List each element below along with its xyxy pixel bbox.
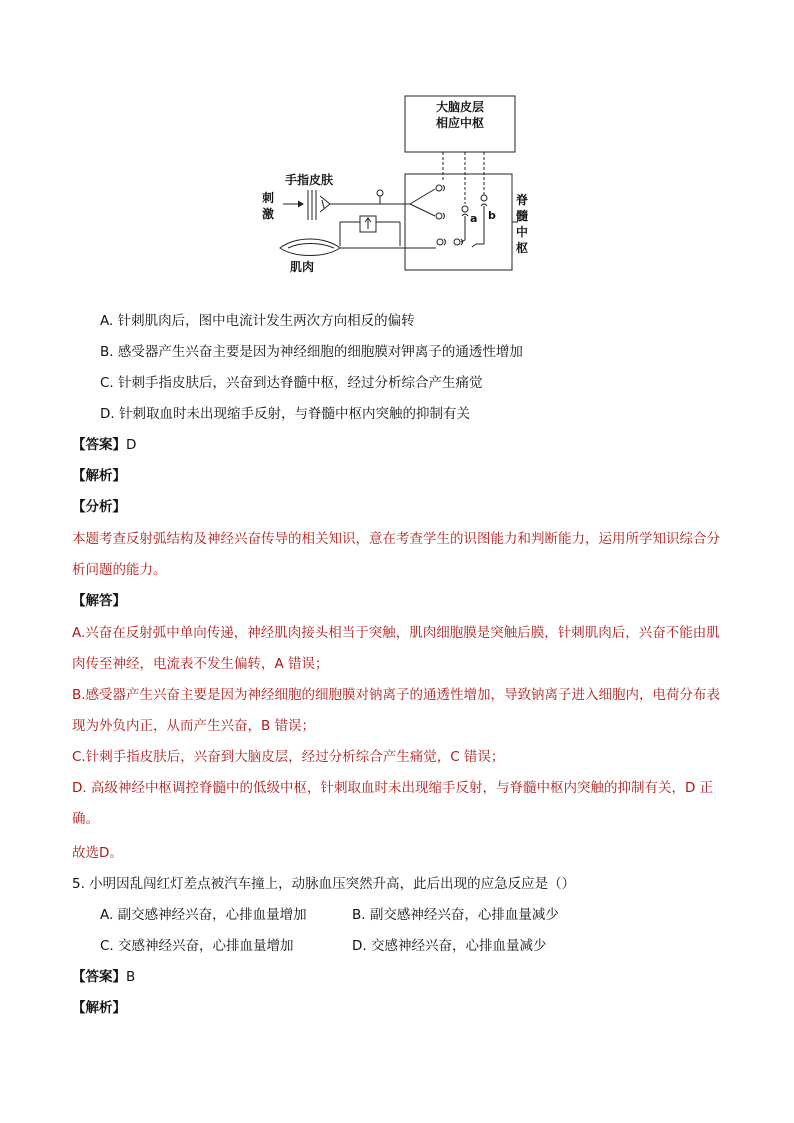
brain-label-line2: 相应中枢 <box>435 116 485 130</box>
q5-answer <box>72 967 135 987</box>
q4-fenxi-text: 本题考查反射弧结构及神经兴奋传导的相关知识，意在考查学生的识图能力和判断能力，运用所学知识综合分析问题的能力。 <box>72 531 720 578</box>
q5-answer-label: 【答案】 <box>72 969 126 985</box>
q5-option-c: C. 交感神经兴奋，心排血量增加 <box>100 938 294 954</box>
q5-answer-value: B <box>126 969 136 985</box>
q4-jieda-b: B.感受器产生兴奋主要是因为神经细胞的细胞膜对钠离子的通透性增加，导致钠离子进入细胞内，电荷分布表现为外负内正，从而产生兴奋，B 错误； <box>72 687 721 734</box>
q4-answer <box>72 435 136 455</box>
synapse-a-label: a <box>470 212 478 225</box>
reflex-arc-diagram <box>250 92 550 277</box>
q5-jiexi-heading: 【解析】 <box>72 1000 126 1016</box>
q4-jieda-c: C.针刺手指皮肤后，兴奋到大脑皮层，经过分析综合产生痛觉，C 错误； <box>72 749 505 765</box>
q4-conclusion: 故选D。 <box>72 845 123 861</box>
brain-label-line1: 大脑皮层 <box>435 100 485 114</box>
q4-option-d: D. 针刺取血时未出现缩手反射，与脊髓中枢内突触的抑制有关 <box>100 406 470 422</box>
spinal-label-1: 脊 <box>516 193 529 207</box>
q5-option-a: A. 副交感神经兴奋，心排血量增加 <box>100 907 307 923</box>
spinal-label-3: 中 <box>516 225 529 239</box>
q4-option-c: C. 针刺手指皮肤后，兴奋到达脊髓中枢，经过分析综合产生痛觉 <box>100 375 483 391</box>
q4-option-a: A. 针刺肌肉后，图中电流计发生两次方向相反的偏转 <box>100 313 415 329</box>
spinal-label-4: 枢 <box>516 241 529 255</box>
q4-answer-value: D <box>126 437 137 453</box>
q4-fenxi-heading: 【分析】 <box>72 499 126 515</box>
q4-answer-label: 【答案】 <box>72 437 126 453</box>
finger-skin-label: 手指皮肤 <box>285 173 334 187</box>
synapse-b-label: b <box>488 209 496 222</box>
spinal-cord-box <box>405 174 512 270</box>
q4-jieda-a: A.兴奋在反射弧中单向传递，神经肌肉接头相当于突触，肌肉细胞膜是突触后膜，针刺肌肉后，兴奋不能由肌肉传至神经，电流表不发生偏转，A 错误； <box>72 625 720 672</box>
q5-option-b: B. 副交感神经兴奋，心排血量减少 <box>352 907 559 923</box>
q4-jieda-heading: 【解答】 <box>72 593 126 609</box>
q4-jieda-d: D. 高级神经中枢调控脊髓中的低级中枢，针刺取血时未出现缩手反射，与脊髓中枢内突触的抑制有关，D 正确。 <box>72 780 714 827</box>
stimulus-label-2: 激 <box>262 207 275 221</box>
q4-jiexi-heading: 【解析】 <box>72 468 126 484</box>
q5-option-d: D. 交感神经兴奋，心排血量减少 <box>352 938 547 954</box>
q4-option-b: B. 感受器产生兴奋主要是因为神经细胞的细胞膜对钾离子的通透性增加 <box>100 344 523 360</box>
stimulus-label-1: 刺 <box>262 191 275 205</box>
spinal-label-2: 髓 <box>516 209 529 223</box>
muscle-label: 肌肉 <box>290 260 315 274</box>
q5-stem: 5. 小明因乱闯红灯差点被汽车撞上，动脉血压突然升高，此后出现的应急反应是（） <box>72 876 576 892</box>
